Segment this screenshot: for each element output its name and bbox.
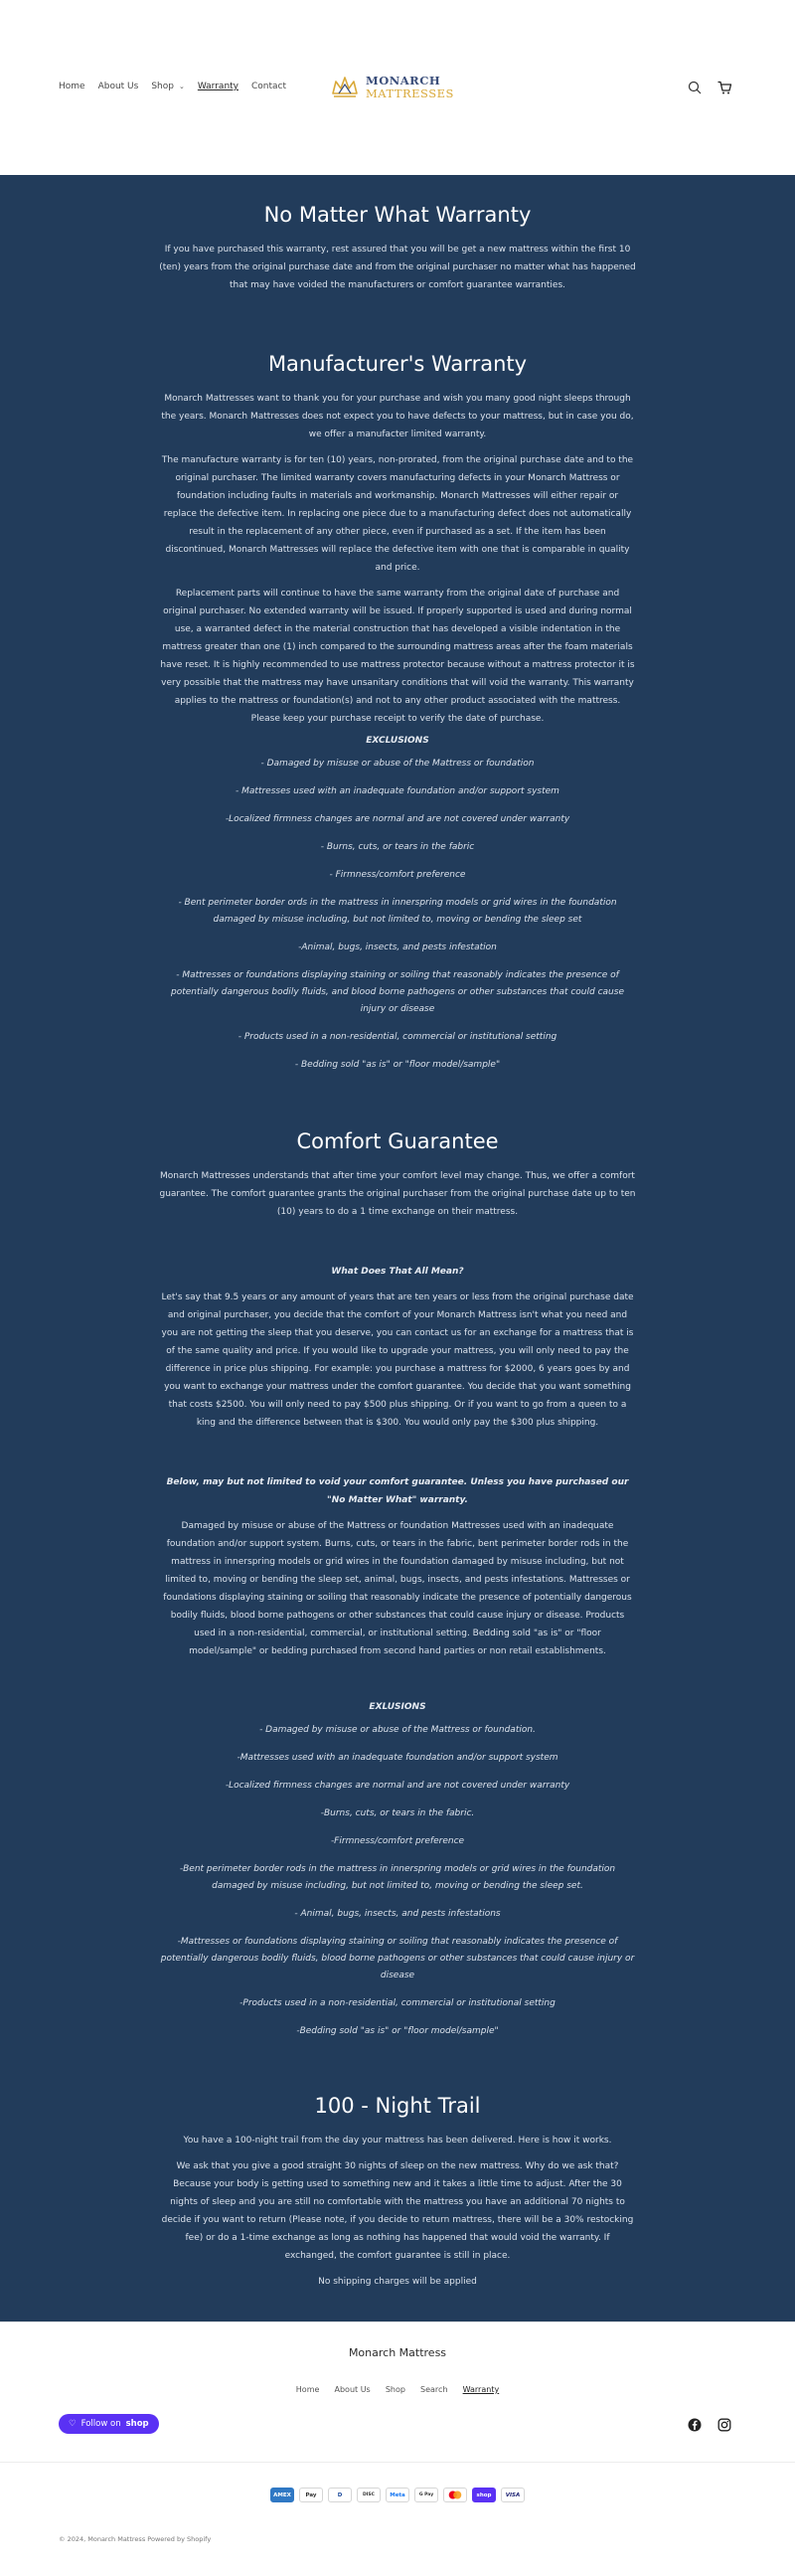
- paragraph: You have a 100-night trail from the day your mattress has been delivered. Here is how it works.: [183, 2136, 612, 2146]
- notice-heading: Below, may but not limited to void your comfort guarantee. Unless you have purchased our "No Matter What" warranty.: [166, 1477, 629, 1505]
- visa-icon: VISA: [501, 2488, 525, 2502]
- nav-warranty[interactable]: Warranty: [197, 82, 238, 91]
- paragraph: We ask that you give a good straight 30 nights of sleep on the new mattress. Why do we ask that? Because your body is getting used to something new and it takes a little time to adjust. After the 30 nights of sleep and you are still no comfortable with the mattress you have an additional 70 nights to decide if you want to return (Please note, if you decide to return mattress, there will be a 30% restocking fee) or do a 1-time exchange as long as nothing has happened that would void the warranty. If exchanged, the comfort guarantee is still in place.: [161, 2161, 634, 2261]
- nav-shop[interactable]: [151, 82, 185, 91]
- nav-shop-label: Shop: [151, 82, 174, 91]
- comfort-guarantee-section: [159, 1129, 636, 2040]
- facebook-icon[interactable]: [688, 2417, 702, 2431]
- social-links: [688, 2417, 731, 2431]
- follow-label: Follow on: [80, 2419, 121, 2429]
- shop-brand-label: shop: [125, 2419, 149, 2429]
- exclusion-item: - Products used in a non-residential, commercial or institutional setting: [238, 1032, 557, 1042]
- paragraph: If you have purchased this warranty, rest assured that you will be get a new mattress within the first 10 (ten) years from the original purchase date and from the original purchaser no matter what has happened that may have voided the manufacturers or comfort guarantee warranties.: [159, 245, 636, 290]
- main-nav: [59, 82, 299, 91]
- exclusion-item: -Localized firmness changes are normal and are not covered under warranty: [225, 1781, 570, 1791]
- exclusion-item: - Mattresses used with an inadequate foundation and/or support system: [236, 786, 559, 796]
- paragraph: The manufacture warranty is for ten (10) years, non-prorated, from the original purchase date and to the original purchaser. The limited warranty covers manufacturing defects in your Monarch Mattress or foundation including faults in materials and workmanship. Monarch Mattresses will either repair or replace the defective item. In replacing one piece due to a manufacturing defect does not automatically result in the replacement of any other piece, even if purchased as a set. If the item has been discontinued, Monarch Mattresses will replace the defective item with one that is comparable in quality and price.: [161, 455, 634, 573]
- apple-pay-icon: Pay: [299, 2488, 323, 2502]
- footer-link-search[interactable]: Search: [420, 2385, 448, 2394]
- google-pay-icon: G Pay: [414, 2488, 438, 2502]
- footer-link-shop[interactable]: Shop: [385, 2385, 405, 2394]
- diners-club-icon: D: [328, 2488, 352, 2502]
- site-logo[interactable]: [330, 70, 469, 105]
- warranty-content: [0, 175, 795, 2321]
- paragraph: Monarch Mattresses understands that after time your comfort level may change. Thus, we offer a comfort guarantee. The comfort guarantee grants the original purchaser from the original purchase date up to ten (10) years to do a 1 time exchange on their mattress.: [159, 1171, 636, 1217]
- shop-pay-icon: shop: [472, 2488, 496, 2502]
- paragraph: Let's say that 9.5 years or any amount of years that are ten years or less from the original purchase date and original purchaser, you decide that the comfort of your Monarch Mattress isn't what you need and you are not getting the sleep that you deserve, you can contact us for an exchange for a mattress that is of the same quality and price. If you would like to upgrade your mattress, you will only need to pay the difference in price plus shipping. For example: you purchase a mattress for $2000, 6 years goes by and you want to exchange your mattress under the comfort guarantee. You decide that you want something that costs $2500. You will only need to pay $500 plus shipping. Or if you want to go from a queen to a king and the difference between that is $300. You would only pay the $300 plus shipping.: [161, 1292, 634, 1428]
- night-trial-section: [159, 2094, 636, 2291]
- paragraph: Replacement parts will continue to have the same warranty from the original date of purchase and original purchaser. No extended warranty will be issued. If properly supported is used and during normal use, a warranted defect in the material construction that has developed a visible indentation in the mattress greater than one (1) inch compared to the surrounding mattress areas after the foam materials have reset. It is highly recommended to use mattress protector because without a mattress protector it is very possible that the mattress may have unsanitary conditions that will void the warranty. This warranty applies to the mattress or foundation(s) and not to any other product associated with the mattress. Please keep your purchase receipt to verify the date of purchase.: [160, 589, 635, 724]
- nav-contact[interactable]: Contact: [251, 82, 287, 91]
- manufacturer-warranty-section: [159, 352, 636, 1074]
- site-header: [0, 0, 795, 175]
- exclusion-item: - Firmness/comfort preference: [329, 870, 466, 880]
- copyright: © 2024, Monarch Mattress Powered by Shopify: [59, 2535, 212, 2543]
- exclusion-item: - Animal, bugs, insects, and pests infestations: [294, 1909, 501, 1919]
- exclusion-item: -Mattresses or foundations displaying staining or soiling that reasonably indicates the presence of potentially dangerous bodily fluids, blood borne pathogens or other substances that could cause injury or disease: [160, 1937, 635, 1980]
- section-title: No Matter What Warranty: [263, 203, 532, 227]
- footer-link-about-us[interactable]: About Us: [334, 2385, 371, 2394]
- exclusions-title: EXCLUSIONS: [366, 736, 429, 746]
- exclusion-item: -Products used in a non-residential, commercial or institutional setting: [239, 1998, 556, 2008]
- logo-line-2: MATTRESSES: [366, 86, 454, 100]
- instagram-icon[interactable]: [717, 2417, 731, 2431]
- no-matter-what-section: [159, 203, 636, 294]
- exclusion-item: - Damaged by misuse or abuse of the Mattress or foundation: [260, 759, 535, 769]
- exclusion-item: -Bedding sold "as is" or "floor model/sample": [296, 2026, 499, 2036]
- search-icon[interactable]: [687, 80, 703, 95]
- logo-text: [366, 73, 454, 100]
- meta-pay-icon: Meta: [386, 2488, 409, 2502]
- exclusion-item: - Bedding sold "as is" or "floor model/sample": [294, 1060, 501, 1070]
- exclusion-item: - Burns, cuts, or tears in the fabric: [320, 842, 475, 852]
- header-icons: [687, 80, 732, 95]
- exclusion-item: -Bent perimeter border rods in the mattress in innerspring models or grid wires in the foundation damaged by misuse including, but not limited to, moving or bending the sleep set.: [179, 1864, 616, 1891]
- exclusion-item: -Localized firmness changes are normal and are not covered under warranty: [225, 814, 570, 824]
- cart-icon[interactable]: [716, 80, 732, 95]
- logo-line-1: MONARCH: [366, 73, 441, 87]
- follow-on-shop-button[interactable]: [59, 2414, 159, 2434]
- section-title: Manufacturer's Warranty: [267, 352, 528, 376]
- chevron-down-icon: ⌄: [178, 83, 185, 90]
- nav-about-us[interactable]: About Us: [97, 82, 139, 91]
- discover-icon: DISC: [357, 2488, 381, 2502]
- paragraph: Damaged by misuse or abuse of the Mattress or foundation Mattresses used with an inadequate foundation and/or support system. Burns, cuts, or tears in the fabric, bent perimeter border rods in the mattress in innerspring models or grid wires in the foundation damaged by misuse including, but not limited to, moving or bending the sleep set, animal, bugs, insects, and pests infestations. Mattresses or foundations displaying staining or soiling that reasonably indicate the presence of potentially dangerous bodily fluids, blood borne pathogens or other substances that could cause injury or disease. Products used in a non-residential, commercial, or institutional setting. Bedding sold "as is" or "floor model/sample" or bedding purchased from second hand parties or non retail establishments.: [163, 1521, 632, 1656]
- footer-link-home[interactable]: Home: [295, 2385, 320, 2394]
- mastercard-icon: [443, 2488, 467, 2502]
- section-title: Comfort Guarantee: [296, 1129, 499, 1153]
- site-footer: [0, 2321, 795, 2554]
- exclusions-title: EXLUSIONS: [369, 1702, 426, 1712]
- exclusion-item: -Firmness/comfort preference: [330, 1836, 465, 1846]
- exclusion-item: - Bent perimeter border ords in the mattress in innerspring models or grid wires in the foundation damaged by misuse including, but not limited to, moving or bending the sleep set: [178, 898, 617, 925]
- paragraph: Monarch Mattresses want to thank you for your purchase and wish you many good night sleeps through the years. Monarch Mattresses does not expect you to have defects to your mattress, but in case you do, we offer a manufacter limited warranty.: [161, 394, 634, 439]
- exclusion-item: -Mattresses used with an inadequate foundation and/or support system: [237, 1753, 558, 1763]
- exclusion-item: -Burns, cuts, or tears in the fabric.: [320, 1808, 475, 1818]
- footer-link-warranty[interactable]: Warranty: [462, 2385, 500, 2394]
- question-heading: What Does That All Mean?: [331, 1267, 464, 1277]
- exclusion-item: - Mattresses or foundations displaying staining or soiling that reasonably indicates the presence of potentially dangerous bodily fluids, and blood borne pathogens or other substances that could cause injury or disease: [171, 970, 624, 1014]
- paragraph: No shipping charges will be applied: [318, 2277, 477, 2287]
- heart-icon: ♡: [69, 2419, 77, 2429]
- payment-icons: [0, 2488, 795, 2502]
- crown-logo-icon: [330, 74, 360, 101]
- footer-links: [0, 2377, 795, 2396]
- nav-home[interactable]: Home: [59, 82, 85, 91]
- section-title: 100 - Night Trail: [314, 2094, 481, 2118]
- amex-icon: AMEX: [270, 2488, 294, 2502]
- footer-divider: [0, 2462, 795, 2463]
- exclusion-item: - Damaged by misuse or abuse of the Mattress or foundation.: [259, 1725, 536, 1735]
- exclusion-item: -Animal, bugs, insects, and pests infestation: [298, 943, 497, 952]
- footer-title: Monarch Mattress: [348, 2346, 447, 2359]
